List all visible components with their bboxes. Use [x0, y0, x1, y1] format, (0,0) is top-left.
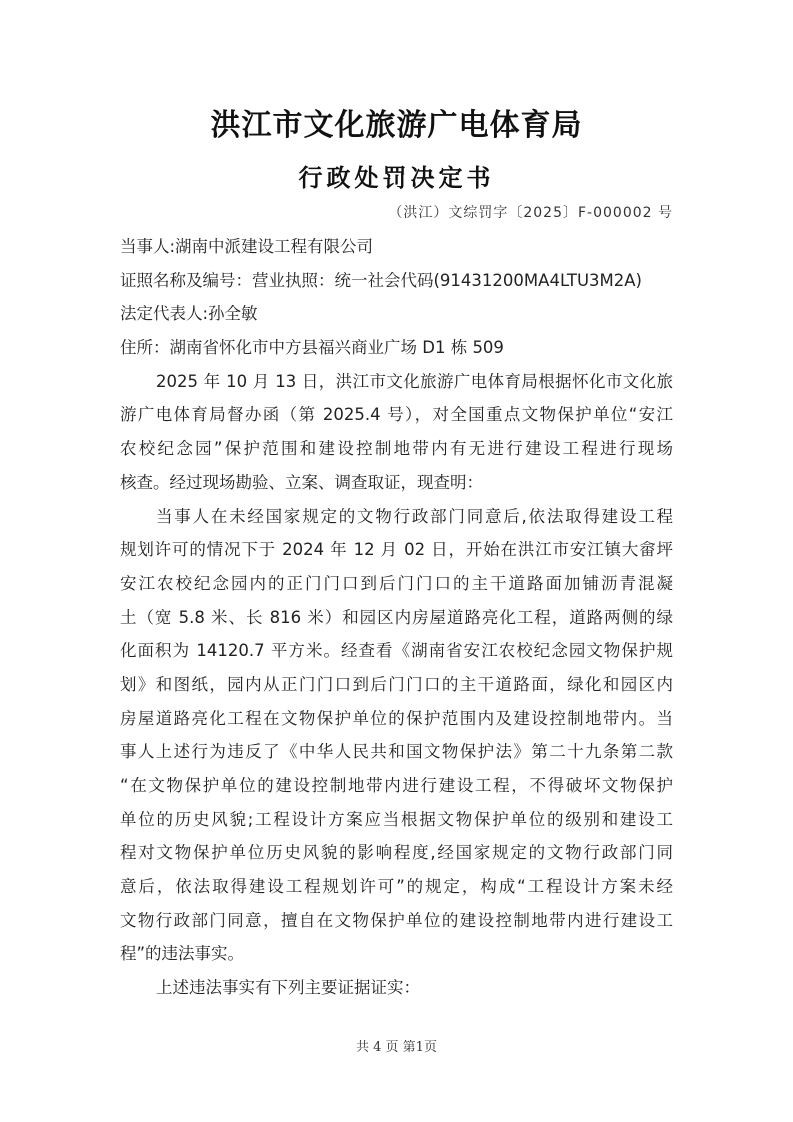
document-number: （洪江）文综罚字〔2025〕F-000002 号	[388, 205, 673, 221]
license-info: 证照名称及编号：营业执照：统一社会代码(91431200MA4LTU3M2A)	[120, 270, 642, 290]
document-body	[120, 230, 673, 1005]
paragraph-line: 化面积为 14120.7 平方米。经查看《湖南省安江农校纪念园文物保护规	[120, 641, 673, 661]
address: 住所：湖南省怀化市中方县福兴商业广场 D1 栋 509	[120, 338, 504, 358]
party-name: 当事人:湖南中派建设工程有限公司	[120, 237, 374, 256]
paragraph-line: “在文物保护单位的建设控制地带内进行建设工程，不得破坏文物保护	[120, 776, 673, 795]
agency-title: 洪江市文化旅游广电体育局	[210, 108, 583, 143]
paragraph-line: 划》和图纸，园内从正门门口到后门门口的主干道路面，绿化和园区内	[120, 674, 673, 694]
paragraph-line: 核查。经过现场勘验、立案、调查取证，现查明：	[120, 472, 483, 492]
paragraph-line: 文物行政部门同意，擅自在文物保护单位的建设控制地带内进行建设工	[120, 910, 673, 930]
paragraph-line: 规划许可的情况下于 2024 年 12 月 02 日，开始在洪江市安江镇大畲坪	[120, 540, 673, 560]
paragraph-line: 单位的历史风貌;工程设计方案应当根据文物保护单位的级别和建设工	[120, 809, 673, 829]
paragraph	[120, 365, 673, 500]
paragraph-line: 房屋道路亮化工程在文物保护单位的保护范围内及建设控制地带内。当	[120, 708, 673, 728]
paragraph-line: 农校纪念园”保护范围和建设控制地带内有无进行建设工程进行现场	[120, 439, 673, 459]
paragraph	[120, 971, 673, 1005]
paragraph-line: 土（宽 5.8 米、长 816 米）和园区内房屋道路亮化工程，道路两侧的绿	[120, 607, 673, 627]
paragraph-line: 游广电体育局督办函（第 2025.4 号），对全国重点文物保护单位“安江	[120, 405, 673, 425]
paragraph-line: 上述违法事实有下列主要证据证实：	[156, 978, 420, 998]
paragraphs	[120, 365, 673, 1005]
document-type-title: 行政处罚决定书	[298, 163, 495, 192]
paragraph-line: 2025 年 10 月 13 日，洪江市文化旅游广电体育局根据怀化市文化旅	[156, 371, 673, 391]
paragraph-line: 程”的违法事实。	[120, 944, 245, 964]
paragraph-line: 事人上述行为违反了《中华人民共和国文物保护法》第二十九条第二款	[120, 742, 673, 762]
paragraph	[120, 500, 673, 972]
paragraph-line: 当事人在未经国家规定的文物行政部门同意后,依法取得建设工程	[156, 506, 673, 526]
legal-representative: 法定代表人:孙全敏	[120, 304, 258, 324]
paragraph-line: 意后，依法取得建设工程规划许可”的规定，构成“工程设计方案未经	[120, 877, 673, 897]
paragraph-line: 程对文物保护单位历史风貌的影响程度,经国家规定的文物行政部门同	[120, 843, 673, 863]
page-footer: 共 4 页 第1页	[356, 1040, 437, 1055]
paragraph-line: 安江农校纪念园内的正门门口到后门门口的主干道路面加铺沥青混凝	[120, 573, 673, 593]
